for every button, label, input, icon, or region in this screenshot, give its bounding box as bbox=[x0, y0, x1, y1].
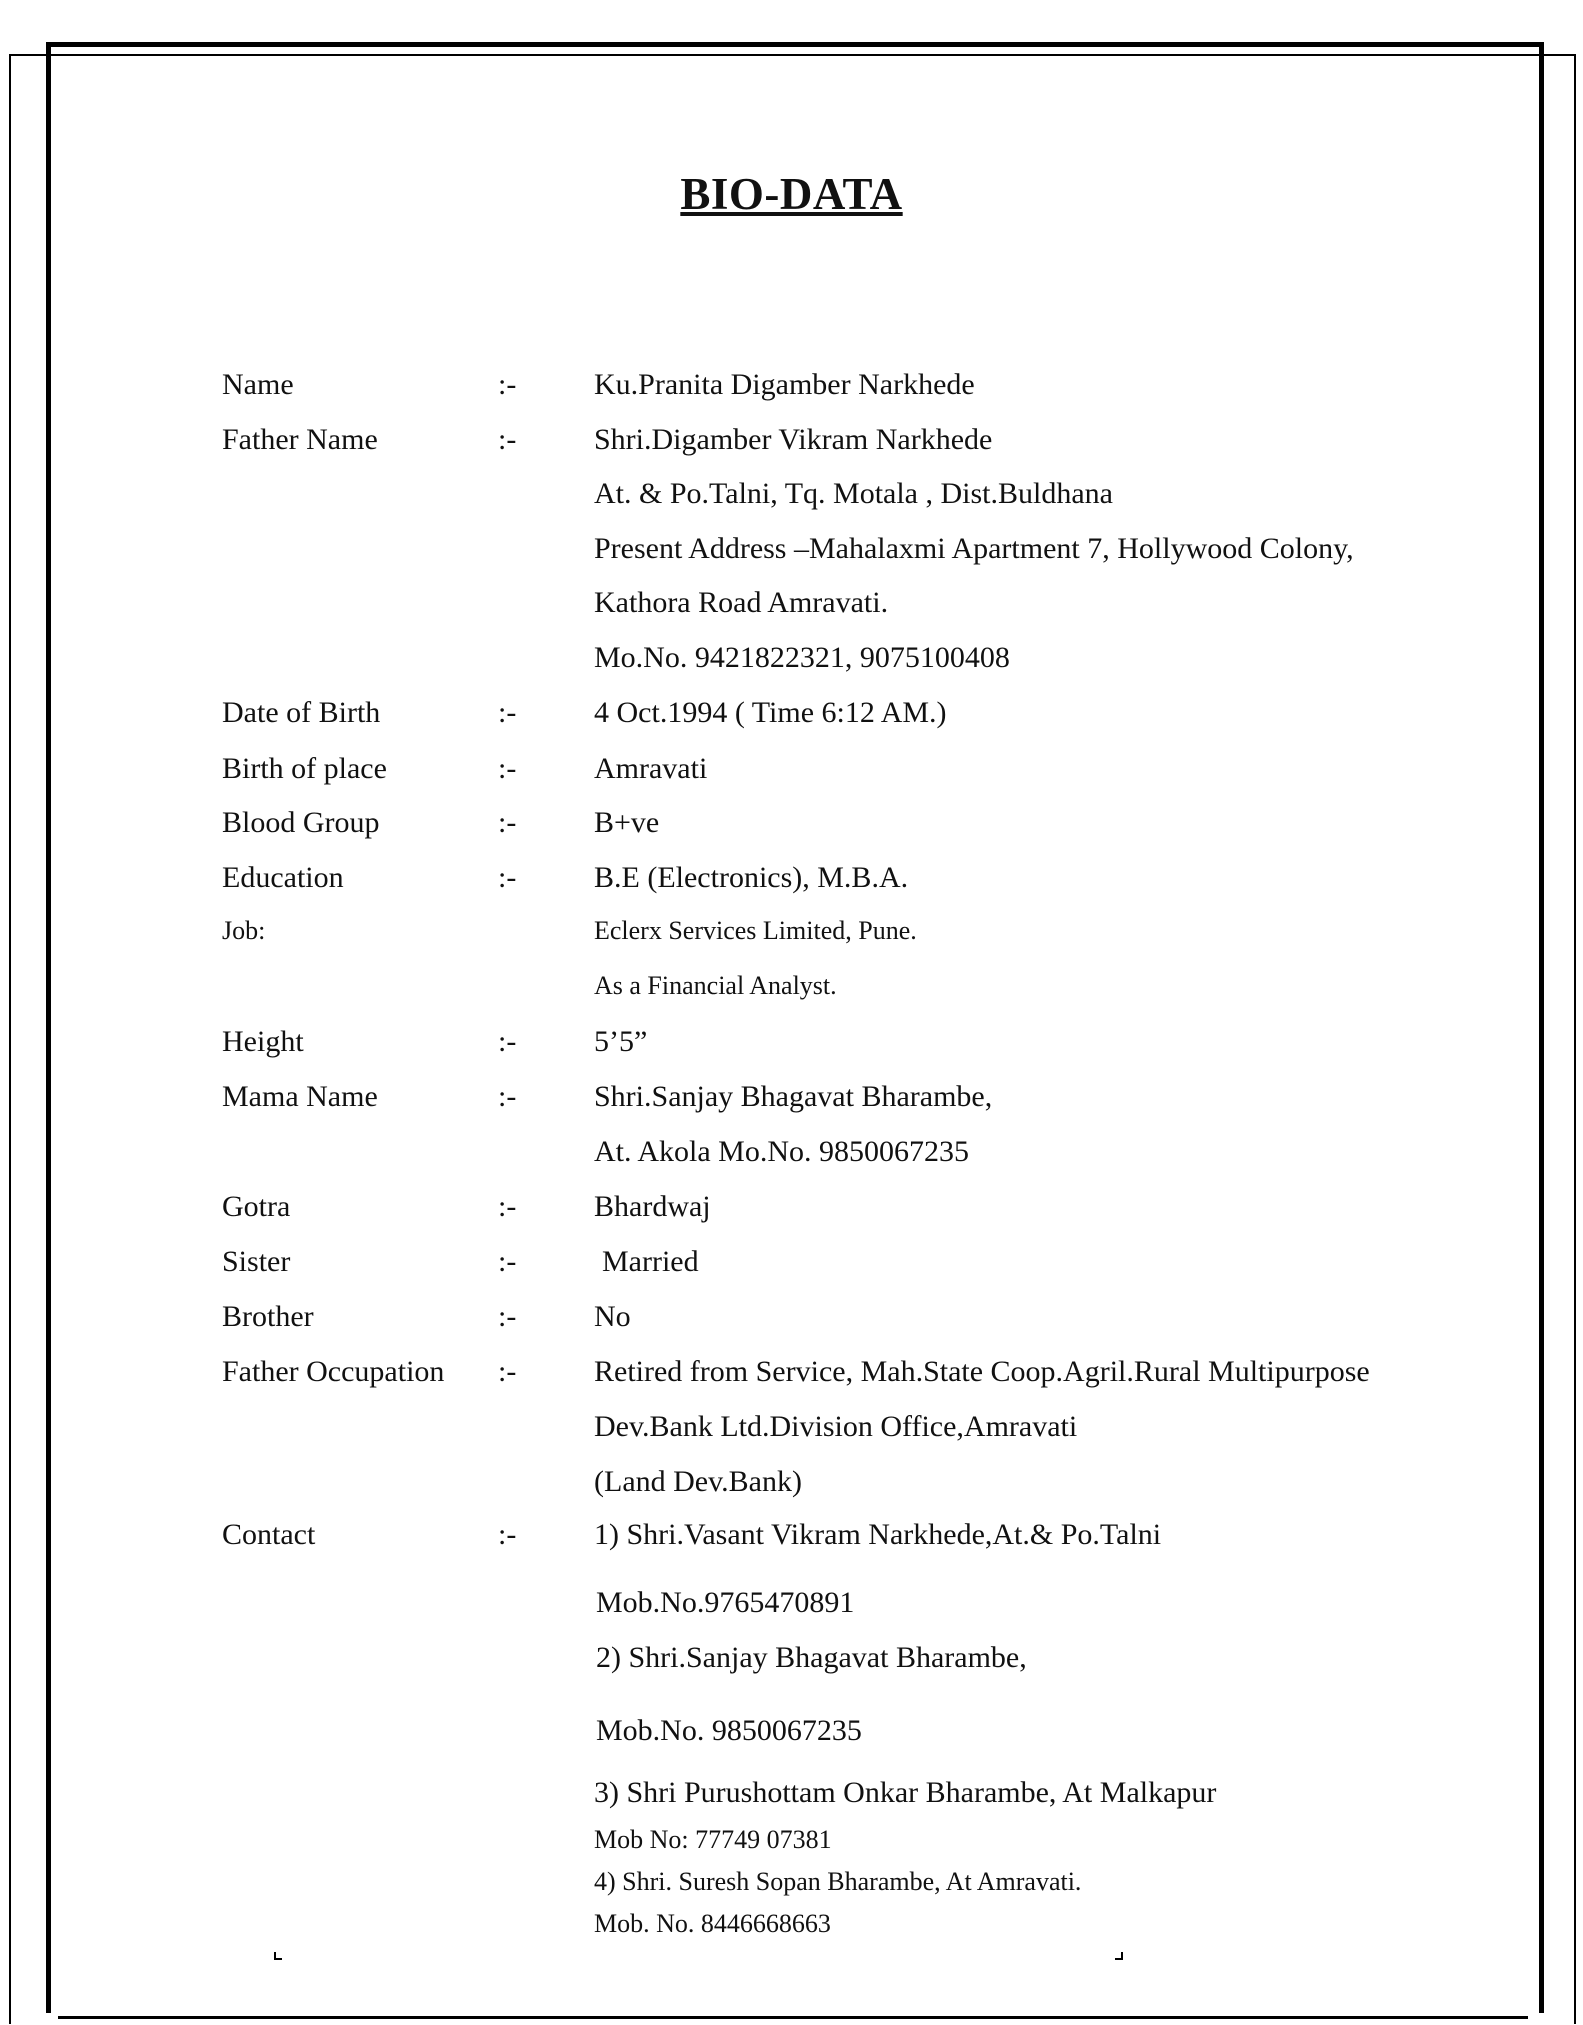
label-dob: Date of Birth bbox=[222, 696, 381, 729]
value-brother: No bbox=[594, 1300, 631, 1333]
value-father-occupation: Retired from Service, Mah.State Coop.Agril.Rural Multipurpose bbox=[594, 1355, 1370, 1388]
value-present-address-2: Kathora Road Amravati. bbox=[594, 586, 889, 619]
separator: :- bbox=[498, 696, 517, 729]
separator: :- bbox=[498, 423, 517, 456]
label-education: Education bbox=[222, 861, 344, 894]
contact-4-name: 4) Shri. Suresh Sopan Bharambe, At Amravati. bbox=[594, 1867, 1082, 1896]
value-job-role: As a Financial Analyst. bbox=[594, 971, 837, 1000]
label-height: Height bbox=[222, 1025, 304, 1058]
crop-mark-left bbox=[274, 1952, 282, 1960]
contact-2-name: 2) Shri.Sanjay Bhagavat Bharambe, bbox=[596, 1641, 1027, 1674]
contact-3-mobile: Mob No: 77749 07381 bbox=[594, 1825, 832, 1854]
contact-1-name: 1) Shri.Vasant Vikram Narkhede,At.& Po.Talni bbox=[594, 1518, 1162, 1551]
contact-2-mobile: Mob.No. 9850067235 bbox=[596, 1714, 862, 1747]
value-gotra: Bhardwaj bbox=[594, 1190, 711, 1223]
separator: :- bbox=[498, 861, 517, 894]
value-father-village: At. & Po.Talni, Tq. Motala , Dist.Buldhana bbox=[594, 477, 1113, 510]
value-height: 5’5” bbox=[594, 1025, 648, 1058]
value-education: B.E (Electronics), M.B.A. bbox=[594, 861, 909, 894]
value-name: Ku.Pranita Digamber Narkhede bbox=[594, 368, 975, 401]
bottom-rule bbox=[58, 2016, 1528, 2019]
label-blood-group: Blood Group bbox=[222, 806, 380, 839]
label-brother: Brother bbox=[222, 1300, 314, 1333]
separator: :- bbox=[498, 1245, 517, 1278]
value-mama-address: At. Akola Mo.No. 9850067235 bbox=[594, 1135, 969, 1168]
label-sister: Sister bbox=[222, 1245, 291, 1278]
contact-3-name: 3) Shri Purushottam Onkar Bharambe, At Malkapur bbox=[594, 1776, 1217, 1809]
value-father-name: Shri.Digamber Vikram Narkhede bbox=[594, 423, 993, 456]
label-mama-name: Mama Name bbox=[222, 1080, 378, 1113]
value-birth-place: Amravati bbox=[594, 752, 708, 785]
separator: :- bbox=[498, 368, 517, 401]
label-name: Name bbox=[222, 368, 294, 401]
crop-mark-right bbox=[1115, 1952, 1123, 1960]
separator: :- bbox=[498, 1518, 517, 1551]
label-contact: Contact bbox=[222, 1518, 316, 1551]
label-job: Job: bbox=[222, 916, 266, 945]
value-father-occupation-3: (Land Dev.Bank) bbox=[594, 1465, 802, 1498]
separator: :- bbox=[498, 1080, 517, 1113]
value-sister: Married bbox=[602, 1245, 699, 1278]
value-job-company: Eclerx Services Limited, Pune. bbox=[594, 916, 917, 945]
label-birth-place: Birth of place bbox=[222, 752, 387, 785]
contact-1-mobile: Mob.No.9765470891 bbox=[596, 1586, 855, 1619]
label-gotra: Gotra bbox=[222, 1190, 291, 1223]
value-mama-name: Shri.Sanjay Bhagavat Bharambe, bbox=[594, 1080, 993, 1113]
value-present-address: Present Address –Mahalaxmi Apartment 7, Hollywood Colony, bbox=[594, 532, 1354, 565]
separator: :- bbox=[498, 1190, 517, 1223]
separator: :- bbox=[498, 1355, 517, 1388]
separator: :- bbox=[498, 752, 517, 785]
label-father-occupation: Father Occupation bbox=[222, 1355, 445, 1388]
page-title: BIO-DATA bbox=[680, 169, 903, 219]
separator: :- bbox=[498, 806, 517, 839]
value-father-occupation-2: Dev.Bank Ltd.Division Office,Amravati bbox=[594, 1410, 1078, 1443]
separator: :- bbox=[498, 1025, 517, 1058]
separator: :- bbox=[498, 1300, 517, 1333]
label-father-name: Father Name bbox=[222, 423, 378, 456]
value-father-mobile: Mo.No. 9421822321, 9075100408 bbox=[594, 641, 1010, 674]
contact-4-mobile: Mob. No. 8446668663 bbox=[594, 1909, 831, 1938]
value-blood-group: B+ve bbox=[594, 806, 660, 839]
value-dob: 4 Oct.1994 ( Time 6:12 AM.) bbox=[594, 696, 947, 729]
